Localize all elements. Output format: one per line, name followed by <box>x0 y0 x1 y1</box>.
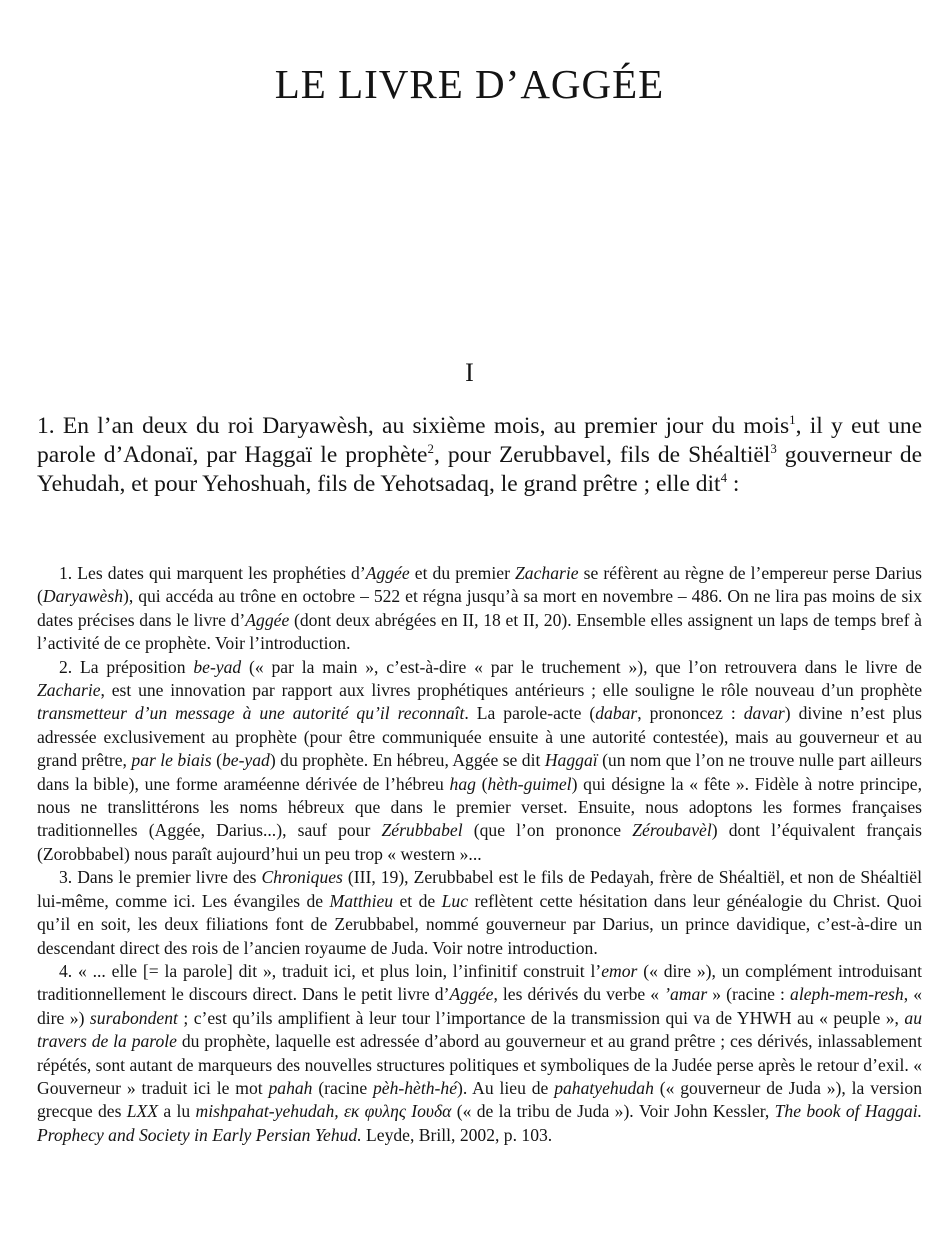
text-run: , il y eut une parole d’Adonaï, par Haggaï le prophète <box>37 413 922 468</box>
text-run: ), qui accéda au trône en octobre – 522 et régna jusqu’à sa mort en novembre – 486. On ne lira pas moins de six dates précises dans le livre d’ <box>37 586 922 630</box>
italic-text: Aggée <box>365 563 410 583</box>
italic-text: Chroniques <box>261 867 343 888</box>
italic-text: Luc <box>441 890 469 911</box>
italic-text: Matthieu <box>329 890 394 911</box>
text-run: reflètent cette hésitation dans leur généalogie du Christ. Quoi qu’il en soit, les deux filiations font de Zerubbabel, nommé gouverneur par Darius, un prince davidique, c’est-à-dire un descendant direct des rois de l’ancien royaume de Juda. Voir notre introduction. <box>37 890 922 958</box>
text-run: 2. La préposition <box>59 656 194 677</box>
italic-text: The book of Haggai. Prophecy and Society in Early Persian Yehud. <box>37 1101 923 1145</box>
text-run: (racine <box>312 1077 373 1098</box>
text-run: ; c’est qu’ils amplifient à leur tour l’importance de la transmission qui va de YHWH au « peuple », <box>177 1007 905 1028</box>
text-run: (« dire »), un complément introduisant traditionnellement le discours direct. Dans le petit livre d’ <box>37 960 922 1005</box>
text-run: ) divine n’est plus adressée exclusivement au prophète (pour être communiquée ensuite à une autorité contestée), mais au gouverneur et au grand prêtre, <box>37 703 922 771</box>
italic-text: hag <box>449 773 476 794</box>
text-run: du prophète, laquelle est adressée d’abord au gouverneur et au grand prêtre ; ces dérivés, inlassablement répétés, sont autant de marqueurs des nouvelles structures politiques et symboliques de la Judée perse après le retour d’exil. « Gouverneur » traduit ici le mot <box>37 1031 922 1098</box>
text-run: (« par la main », c’est-à-dire « par le truchement »), que l’on retrouvera dans le livre de <box>241 656 922 677</box>
verse-1 <box>37 412 922 499</box>
text-run: (dont deux abrégées en II, 18 et II, 20). Ensemble elles assignent un laps de temps bref à l’activité de ce prophète. Voir l’introduction. <box>37 609 922 654</box>
text-run: ) dont l’équivalent français (Zorobbabel) nous paraît aujourd’hui un peu trop « western »... <box>37 820 922 864</box>
text-run: , prononcez : <box>637 703 744 724</box>
text-run: (un nom que l’on ne trouve nulle part ailleurs dans la bible), une forme araméenne dérivée de l’hébreu <box>37 750 923 794</box>
italic-text: emor <box>601 960 638 981</box>
text-run: a lu <box>158 1101 196 1122</box>
text-run: ( <box>475 773 488 794</box>
text-run: (III, 19), Zerubbabel est le fils de Pedayah, frère de Shéaltiël, et non de Shéaltiël lui-même, comme ici. Les évangiles de <box>37 867 922 911</box>
italic-text: pahah <box>268 1077 313 1098</box>
footnote-ref: 1 <box>789 412 796 428</box>
italic-text: pèh-hèth-hé <box>373 1077 458 1098</box>
text-run: 3. Dans le premier livre des <box>59 867 262 888</box>
text-run: ( <box>211 750 222 771</box>
text-run: 4. « ... elle [= la parole] dit », traduit ici, et plus loin, l’infinitif construit l’ <box>59 960 602 981</box>
italic-text: Aggée <box>449 984 494 1005</box>
italic-text: Zérubbabel <box>381 820 463 841</box>
italic-text: pahatyehudah <box>554 1077 654 1098</box>
text-run: (que l’on prononce <box>462 820 633 841</box>
italic-text: Daryawèsh <box>42 586 124 607</box>
italic-text: surabondent <box>89 1007 178 1028</box>
italic-text: hèth-guimel <box>487 773 572 794</box>
text-run: , pour Zerubbavel, fils de Shéaltiël <box>433 442 771 468</box>
text-run: ). Au lieu de <box>457 1077 555 1098</box>
italic-text: transmetteur d’un message à une autorité qu’il reconnaît <box>37 703 465 724</box>
italic-text: ’amar <box>664 984 708 1005</box>
italic-text: mishpahat-yehudah, εκ φυλης Ιουδα <box>195 1101 452 1122</box>
page-title: LE LIVRE D’AGGÉE <box>274 61 665 107</box>
italic-text: dabar <box>595 703 638 724</box>
text-run: 1. Les dates qui marquent les prophéties d’ <box>59 563 366 583</box>
text-run: » (racine : <box>707 984 791 1005</box>
footnote-ref: 2 <box>427 441 434 457</box>
text-run: (« gouverneur de Juda »), la version grecque des <box>37 1077 922 1122</box>
chapter-number: I <box>465 358 474 387</box>
italic-text: Haggaï <box>544 750 598 771</box>
footnote-1 <box>37 562 922 656</box>
italic-text: LXX <box>126 1101 159 1122</box>
text-run: gouverneur de Yehudah, et pour Yehoshuah, fils de Yehotsadaq, le grand prêtre ; elle dit <box>37 442 923 497</box>
italic-text: Zacharie <box>515 563 579 583</box>
italic-text: aleph-mem-resh <box>790 984 904 1005</box>
italic-text: davar <box>743 703 785 724</box>
text-run: Leyde, Brill, 2002, p. 103. <box>361 1124 553 1145</box>
italic-text: be-yad <box>221 750 270 771</box>
italic-text: be-yad <box>193 656 242 677</box>
footnote-ref: 4 <box>720 470 728 486</box>
text-run: : <box>727 471 740 497</box>
text-run: ) du prophète. En hébreu, Aggée se dit <box>269 750 545 771</box>
footnote-4 <box>37 960 922 1147</box>
text-run: et de <box>393 890 442 911</box>
text-run: 1. En l’an deux du roi Daryawèsh, au sixième mois, au premier jour du mois <box>37 413 790 439</box>
footnotes <box>37 562 922 1147</box>
italic-text: Aggée <box>245 609 290 630</box>
italic-text: Zéroubavèl <box>632 820 712 841</box>
text-run: ) qui désigne la « fête ». Fidèle à notre principe, nous ne translittérons les noms hébreux que dans le premier verset. Ensuite, nous adoptons les formes françaises traditionnelles (Aggée, Darius...), sauf pour <box>37 773 922 841</box>
italic-text: au travers de la parole <box>37 1007 922 1052</box>
footnote-3 <box>37 866 922 960</box>
italic-text: par le biais <box>131 750 212 771</box>
footnote-2 <box>37 656 922 867</box>
text-run: , « dire ») <box>37 984 922 1028</box>
text-run: se réfèrent au règne de l’empereur perse Darius ( <box>37 563 923 607</box>
text-run: , les dérivés du verbe « <box>493 984 665 1005</box>
footnote-ref: 3 <box>770 441 777 457</box>
text-run: , est une innovation par rapport aux livres prophétiques antérieurs ; elle souligne le rôle nouveau d’un prophète <box>100 680 922 701</box>
text-run: et du premier <box>409 563 516 583</box>
text-run: (« de la tribu de Juda »). Voir John Kessler, <box>451 1101 775 1122</box>
text-run: . La parole-acte ( <box>464 703 596 724</box>
italic-text: Zacharie <box>37 680 101 701</box>
